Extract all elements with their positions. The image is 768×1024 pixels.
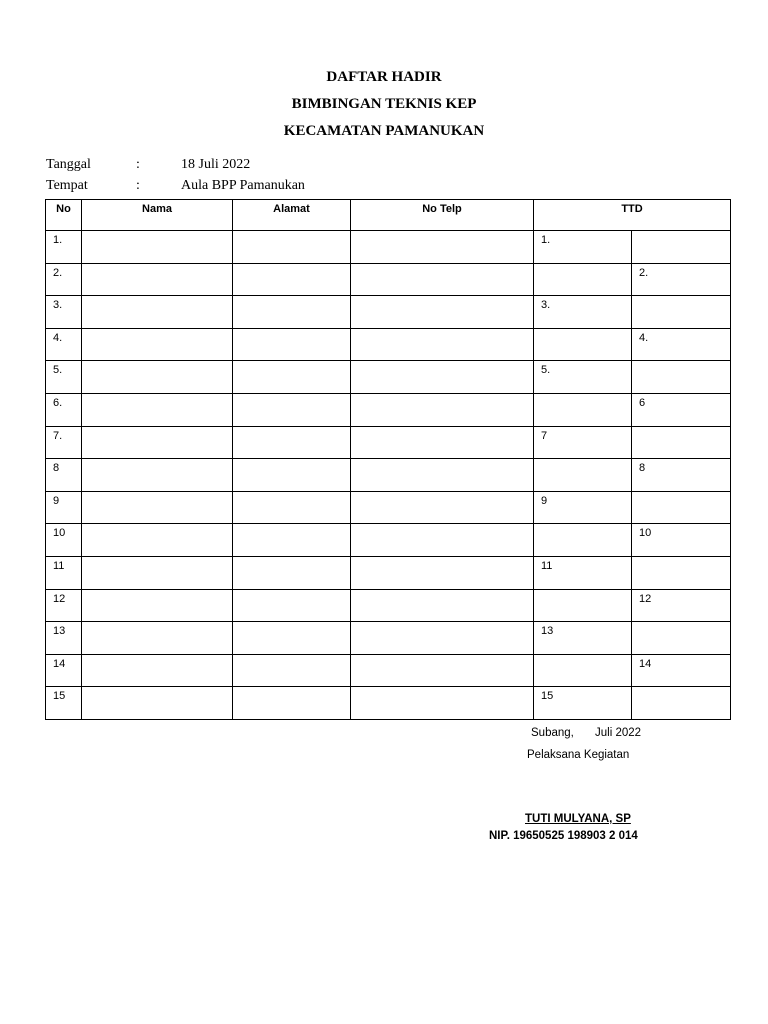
ttd-right-cell-label: 10 — [639, 527, 652, 540]
ttd-left-cell-label: 9 — [541, 494, 548, 507]
header-nama: Nama — [82, 200, 233, 231]
header-alamat: Alamat — [233, 200, 351, 231]
ttd-left-cell[interactable] — [534, 263, 632, 296]
ttd-right-cell-label: 6 — [639, 396, 646, 409]
ttd-right-cell-label: 2. — [639, 266, 649, 279]
row-number-cell-label: 10 — [53, 527, 66, 540]
nama-cell[interactable] — [82, 263, 233, 296]
nama-cell[interactable] — [82, 524, 233, 557]
ttd-left-cell-label: 15 — [541, 690, 554, 703]
header-ttd: TTD — [534, 200, 731, 231]
signature-city: Subang, — [531, 727, 574, 739]
row-number-cell — [46, 622, 82, 655]
ttd-right-cell-label — [632, 492, 730, 495]
nama-cell[interactable] — [82, 361, 233, 394]
table-row — [46, 231, 731, 264]
ttd-right-cell-label: 12 — [639, 592, 652, 605]
alamat-cell[interactable] — [233, 687, 351, 720]
ttd-right-cell-label — [632, 361, 730, 364]
ttd-left-cell[interactable] — [534, 687, 632, 720]
alamat-cell[interactable] — [233, 459, 351, 492]
row-number-cell-label: 5. — [53, 364, 63, 377]
tempat-label: Tempat — [46, 178, 88, 193]
alamat-cell[interactable] — [233, 589, 351, 622]
no-telp-cell[interactable] — [351, 491, 534, 524]
row-number-cell-label: 7. — [53, 429, 63, 442]
table-row — [46, 654, 731, 687]
tempat-colon: : — [136, 178, 140, 193]
ttd-right-cell-label: 8 — [639, 462, 646, 475]
ttd-right-cell[interactable] — [632, 556, 731, 589]
alamat-cell[interactable] — [233, 491, 351, 524]
no-telp-cell[interactable] — [351, 361, 534, 394]
ttd-right-cell[interactable] — [632, 589, 731, 622]
ttd-right-cell[interactable] — [632, 622, 731, 655]
nama-cell[interactable] — [82, 328, 233, 361]
alamat-cell[interactable] — [233, 426, 351, 459]
ttd-left-cell[interactable] — [534, 654, 632, 687]
ttd-right-cell[interactable] — [632, 459, 731, 492]
nama-cell[interactable] — [82, 459, 233, 492]
ttd-right-cell[interactable] — [632, 426, 731, 459]
ttd-right-cell[interactable] — [632, 393, 731, 426]
ttd-left-cell[interactable] — [534, 459, 632, 492]
ttd-left-cell-label: 1. — [541, 234, 551, 246]
alamat-cell[interactable] — [233, 622, 351, 655]
ttd-right-cell[interactable] — [632, 687, 731, 720]
nama-cell[interactable] — [82, 622, 233, 655]
tanggal-label: Tanggal — [46, 157, 91, 172]
ttd-right-cell[interactable] — [632, 524, 731, 557]
nama-cell[interactable] — [82, 687, 233, 720]
row-number-cell-label: 6. — [53, 396, 63, 409]
no-telp-cell[interactable] — [351, 328, 534, 361]
ttd-left-cell-label: 11 — [541, 559, 553, 572]
ttd-right-cell[interactable] — [632, 491, 731, 524]
table-row — [46, 328, 731, 361]
signatory-name: TUTI MULYANA, SP — [525, 813, 631, 825]
ttd-left-cell[interactable] — [534, 622, 632, 655]
tanggal-value: 18 Juli 2022 — [181, 157, 251, 172]
no-telp-cell[interactable] — [351, 589, 534, 622]
ttd-left-cell[interactable] — [534, 328, 632, 361]
document-location-title: KECAMATAN PAMANUKAN — [283, 123, 485, 139]
row-number-cell — [46, 263, 82, 296]
table-row — [46, 556, 731, 589]
nama-cell[interactable] — [82, 491, 233, 524]
document-title: DAFTAR HADIR — [326, 69, 442, 85]
header-no-telp: No Telp — [351, 200, 534, 231]
alamat-cell[interactable] — [233, 361, 351, 394]
alamat-cell[interactable] — [233, 231, 351, 264]
ttd-right-cell-label: 4. — [639, 331, 649, 344]
no-telp-cell[interactable] — [351, 687, 534, 720]
row-number-cell-label: 1. — [53, 234, 63, 246]
no-telp-cell[interactable] — [351, 524, 534, 557]
ttd-left-cell-label: 3. — [541, 299, 551, 312]
ttd-right-cell-label: 14 — [639, 657, 652, 670]
ttd-left-cell-label — [534, 590, 631, 593]
nama-cell[interactable] — [82, 654, 233, 687]
row-number-cell-label: 9 — [53, 494, 60, 507]
ttd-left-cell-label — [534, 264, 631, 267]
alamat-cell[interactable] — [233, 524, 351, 557]
row-number-cell — [46, 687, 82, 720]
row-number-cell — [46, 296, 82, 329]
ttd-right-cell-label — [632, 557, 730, 560]
ttd-left-cell[interactable] — [534, 361, 632, 394]
no-telp-cell[interactable] — [351, 393, 534, 426]
row-number-cell-label: 8 — [53, 462, 60, 475]
ttd-left-cell-label — [534, 459, 631, 462]
table-row — [46, 589, 731, 622]
row-number-cell-label: 11 — [53, 559, 65, 572]
ttd-left-cell[interactable] — [534, 296, 632, 329]
no-telp-cell[interactable] — [351, 622, 534, 655]
row-number-cell-label: 4. — [53, 331, 63, 344]
no-telp-cell[interactable] — [351, 296, 534, 329]
row-number-cell — [46, 524, 82, 557]
ttd-right-cell-label — [632, 296, 730, 299]
table-header-row — [46, 200, 731, 231]
nama-cell[interactable] — [82, 393, 233, 426]
no-telp-cell[interactable] — [351, 654, 534, 687]
table-row — [46, 622, 731, 655]
row-number-cell — [46, 556, 82, 589]
alamat-cell[interactable] — [233, 328, 351, 361]
table-row — [46, 491, 731, 524]
ttd-right-cell-label — [632, 622, 730, 625]
signature-role: Pelaksana Kegiatan — [527, 749, 630, 761]
alamat-cell[interactable] — [233, 654, 351, 687]
row-number-cell — [46, 328, 82, 361]
nama-cell[interactable] — [82, 556, 233, 589]
ttd-left-cell[interactable] — [534, 491, 632, 524]
signature-date: Juli 2022 — [595, 727, 642, 739]
table-row — [46, 263, 731, 296]
ttd-left-cell[interactable] — [534, 589, 632, 622]
table-row — [46, 687, 731, 720]
ttd-right-cell-label — [632, 231, 730, 234]
row-number-cell-label: 14 — [53, 657, 66, 670]
nama-cell[interactable] — [82, 231, 233, 264]
nama-cell[interactable] — [82, 589, 233, 622]
row-number-cell — [46, 589, 82, 622]
row-number-cell — [46, 654, 82, 687]
tanggal-colon: : — [136, 157, 140, 172]
ttd-left-cell-label — [534, 524, 631, 527]
ttd-right-cell-label — [632, 427, 730, 430]
ttd-left-cell-label: 7 — [541, 429, 548, 442]
row-number-cell — [46, 491, 82, 524]
no-telp-cell[interactable] — [351, 263, 534, 296]
alamat-cell[interactable] — [233, 296, 351, 329]
ttd-right-cell[interactable] — [632, 296, 731, 329]
ttd-left-cell-label — [534, 329, 631, 332]
row-number-cell-label: 13 — [53, 625, 66, 638]
table-row — [46, 361, 731, 394]
ttd-left-cell[interactable] — [534, 556, 632, 589]
row-number-cell — [46, 231, 82, 264]
ttd-right-cell[interactable] — [632, 361, 731, 394]
document-subtitle: BIMBINGAN TEKNIS KEP — [291, 96, 477, 112]
ttd-left-cell[interactable] — [534, 393, 632, 426]
table-row — [46, 296, 731, 329]
ttd-right-cell[interactable] — [632, 231, 731, 264]
nama-cell[interactable] — [82, 426, 233, 459]
ttd-left-cell[interactable] — [534, 426, 632, 459]
ttd-left-cell-label: 5. — [541, 364, 551, 377]
no-telp-cell[interactable] — [351, 426, 534, 459]
table-row — [46, 393, 731, 426]
signatory-nip: NIP. 19650525 198903 2 014 — [489, 830, 638, 842]
table-row — [46, 459, 731, 492]
ttd-left-cell[interactable] — [534, 231, 632, 264]
ttd-right-cell[interactable] — [632, 263, 731, 296]
ttd-right-cell[interactable] — [632, 328, 731, 361]
header-no: No — [46, 200, 82, 231]
row-number-cell-label: 15 — [53, 690, 66, 703]
table-row — [46, 426, 731, 459]
no-telp-cell[interactable] — [351, 231, 534, 264]
ttd-left-cell-label — [534, 655, 631, 658]
table-row — [46, 524, 731, 557]
row-number-cell — [46, 426, 82, 459]
ttd-left-cell[interactable] — [534, 524, 632, 557]
ttd-left-cell-label — [534, 394, 631, 397]
ttd-left-cell-label: 13 — [541, 625, 554, 638]
attendance-table — [45, 199, 731, 720]
ttd-right-cell[interactable] — [632, 654, 731, 687]
row-number-cell-label: 3. — [53, 299, 63, 312]
ttd-right-cell-label — [632, 687, 730, 690]
tempat-value: Aula BPP Pamanukan — [181, 178, 305, 193]
nama-cell[interactable] — [82, 296, 233, 329]
row-number-cell-label: 12 — [53, 592, 66, 605]
row-number-cell-label: 2. — [53, 266, 63, 279]
row-number-cell — [46, 393, 82, 426]
row-number-cell — [46, 459, 82, 492]
no-telp-cell[interactable] — [351, 556, 534, 589]
alamat-cell[interactable] — [233, 556, 351, 589]
row-number-cell — [46, 361, 82, 394]
alamat-cell[interactable] — [233, 263, 351, 296]
no-telp-cell[interactable] — [351, 459, 534, 492]
alamat-cell[interactable] — [233, 393, 351, 426]
